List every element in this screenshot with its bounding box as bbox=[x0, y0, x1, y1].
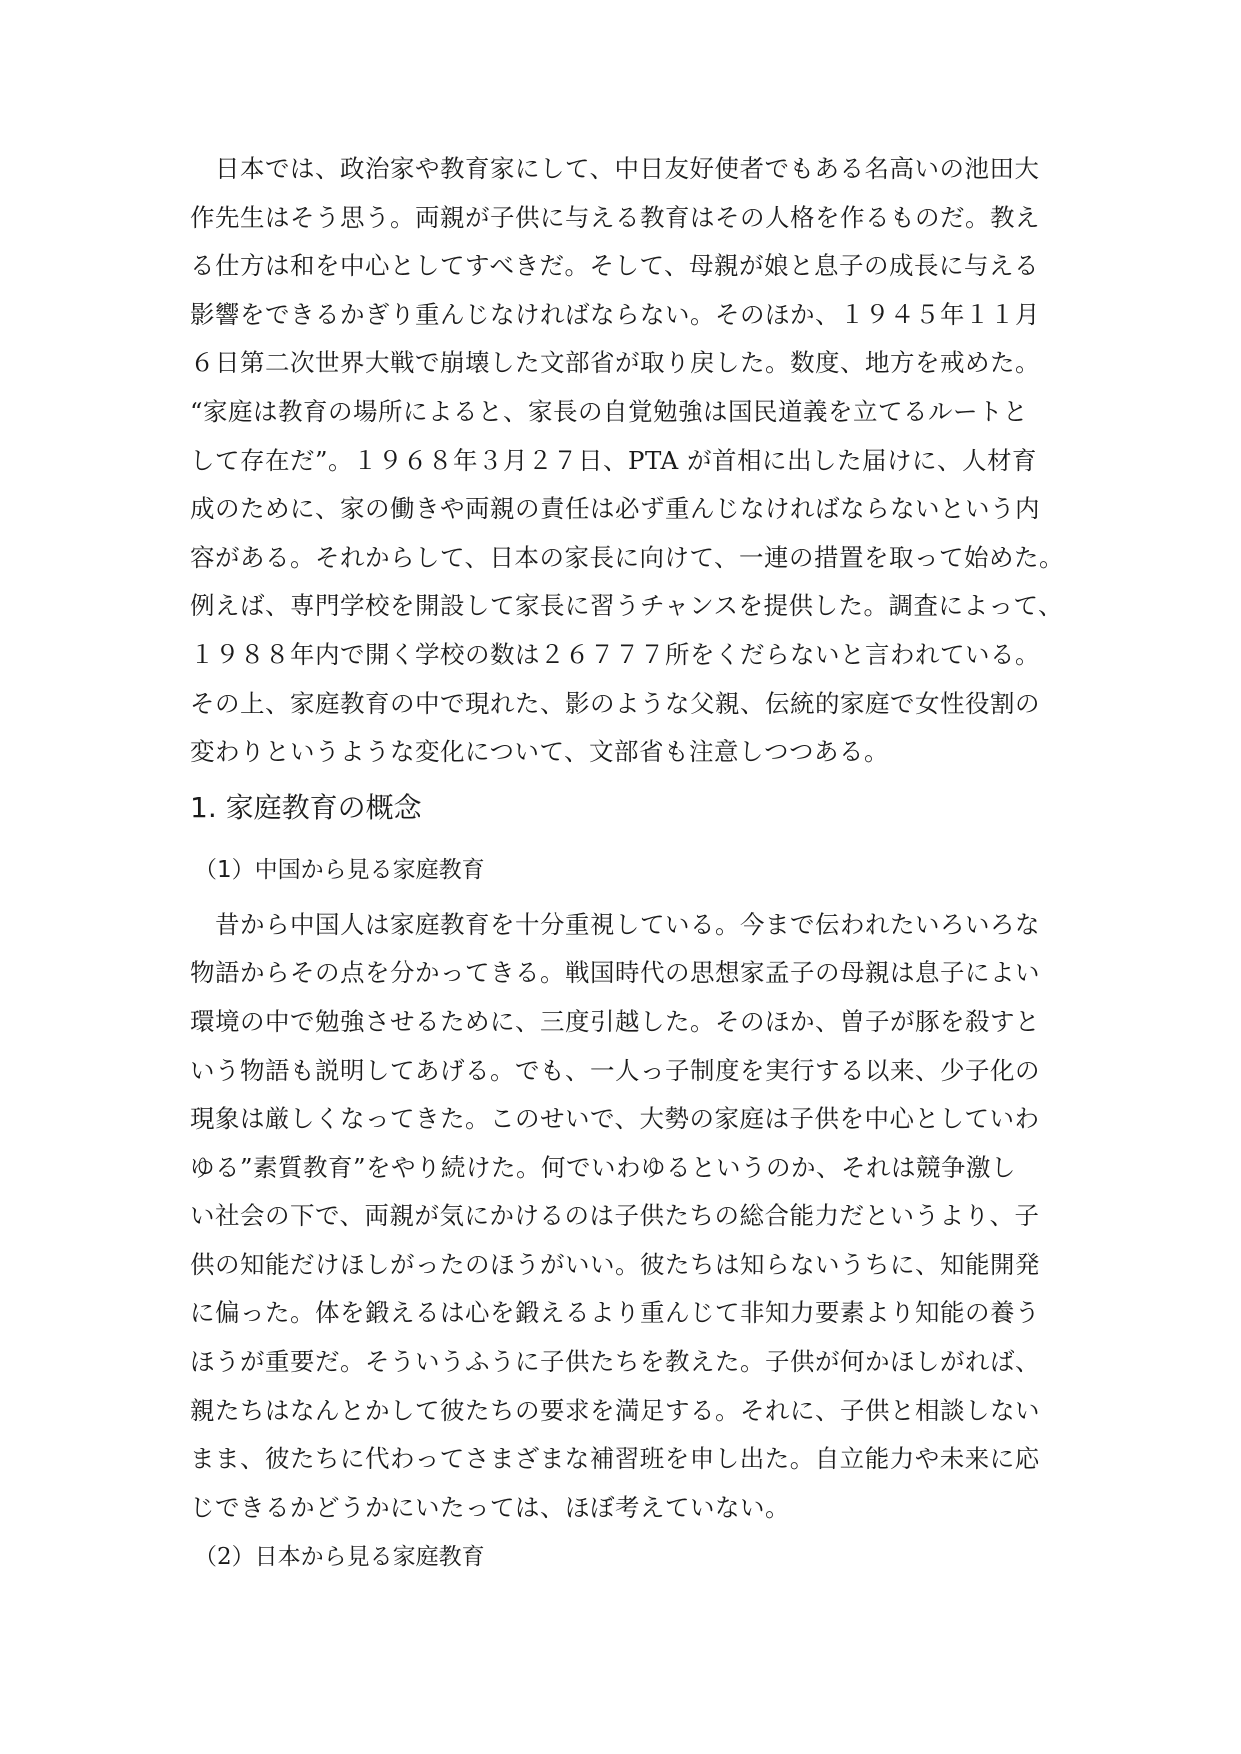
paragraph-line: 環境の中で勉強させるために、三度引越した。そのほか、曽子が豚を殺すと bbox=[190, 1006, 1040, 1036]
paragraph-line: 例えば、専門学校を開設して家長に習うチャンスを提供した。調査によって、 bbox=[190, 591, 1064, 621]
document-body bbox=[190, 145, 1090, 1582]
paragraph-line: ゆる”素質教育”をやり続けた。何でいわゆるというのか、それは競争激し bbox=[190, 1152, 1017, 1182]
paragraph-line: 日本では、政治家や教育家にして、中日友好使者でもある名高いの池田大 bbox=[190, 154, 1040, 183]
paragraph-line: い社会の下で、両親が気にかけるのは子供たちの総合能力だというより、子 bbox=[190, 1201, 1040, 1231]
paragraph-line: ほうが重要だ。そういうふうに子供たちを教えた。子供が何かほしがれば、 bbox=[190, 1347, 1040, 1377]
paragraph-line: 作先生はそう思う。両親が子供に与える教育はその人格を作るものだ。教え bbox=[190, 202, 1040, 232]
paragraph-line: その上、家庭教育の中で現れた、影のような父親、伝統的家庭で女性役割の bbox=[190, 688, 1040, 718]
paragraph-line: 親たちはなんとかして彼たちの要求を満足する。それに、子供と相談しない bbox=[190, 1395, 1040, 1425]
paragraph-line: ６日第二次世界大戦で崩壊した文部省が取り戻した。数度、地方を戒めた。 bbox=[190, 348, 1040, 378]
paragraph-line: る仕方は和を中心としてすべきだ。そして、母親が娘と息子の成長に与える bbox=[190, 251, 1040, 281]
paragraph-line: まま、彼たちに代わってさまざまな補習班を申し出た。自立能力や未来に応 bbox=[190, 1444, 1040, 1474]
subsection-heading: （1）中国から見る家庭教育 bbox=[194, 856, 485, 883]
paragraph-1 bbox=[190, 145, 1090, 777]
paragraph-line: “家庭は教育の場所によると、家長の自覚勉強は国民道義を立てるルートと bbox=[190, 396, 1029, 426]
paragraph-line: 昔から中国人は家庭教育を十分重視している。今まで伝われたいろいろな bbox=[190, 909, 1040, 939]
paragraph-line: いう物語も説明してあげる。でも、一人っ子制度を実行する以来、少子化の bbox=[190, 1055, 1040, 1085]
paragraph-2 bbox=[190, 901, 1090, 1533]
paragraph-line: １９８８年内で開く学校の数は２６７７７所をくだらないと言われている。 bbox=[190, 639, 1040, 669]
paragraph-line: 物語からその点を分かってきる。戦国時代の思想家孟子の母親は息子によい bbox=[190, 958, 1040, 988]
paragraph-line: 成のために、家の働きや両親の責任は必ず重んじなければならないという内 bbox=[190, 494, 1040, 524]
paragraph-line: 現象は厳しくなってきた。このせいで、大勢の家庭は子供を中心としていわ bbox=[190, 1104, 1040, 1134]
subsection-heading: （2）日本から見る家庭教育 bbox=[194, 1544, 485, 1571]
paragraph-line: して存在だ”。１９６８年３月２７日、PTA が首相に出した届けに、人材育 bbox=[190, 445, 1037, 475]
paragraph-line: 供の知能だけほしがったのほうがいい。彼たちは知らないうちに、知能開発 bbox=[190, 1249, 1040, 1279]
section-heading: 1. 家庭教育の概念 bbox=[190, 790, 422, 824]
paragraph-line: 変わりというような変化について、文部省も注意しつつある。 bbox=[190, 737, 890, 767]
paragraph-line: 容がある。それからして、日本の家長に向けて、一連の措置を取って始めた。 bbox=[190, 542, 1065, 572]
paragraph-line: に偏った。体を鍛えるは心を鍛えるより重んじて非知力要素より知能の養う bbox=[190, 1298, 1040, 1328]
paragraph-line: 影響をできるかぎり重んじなければならない。そのほか、１９４５年１１月 bbox=[190, 299, 1040, 329]
paragraph-line: じできるかどうかにいたっては、ほぼ考えていない。 bbox=[190, 1492, 790, 1522]
